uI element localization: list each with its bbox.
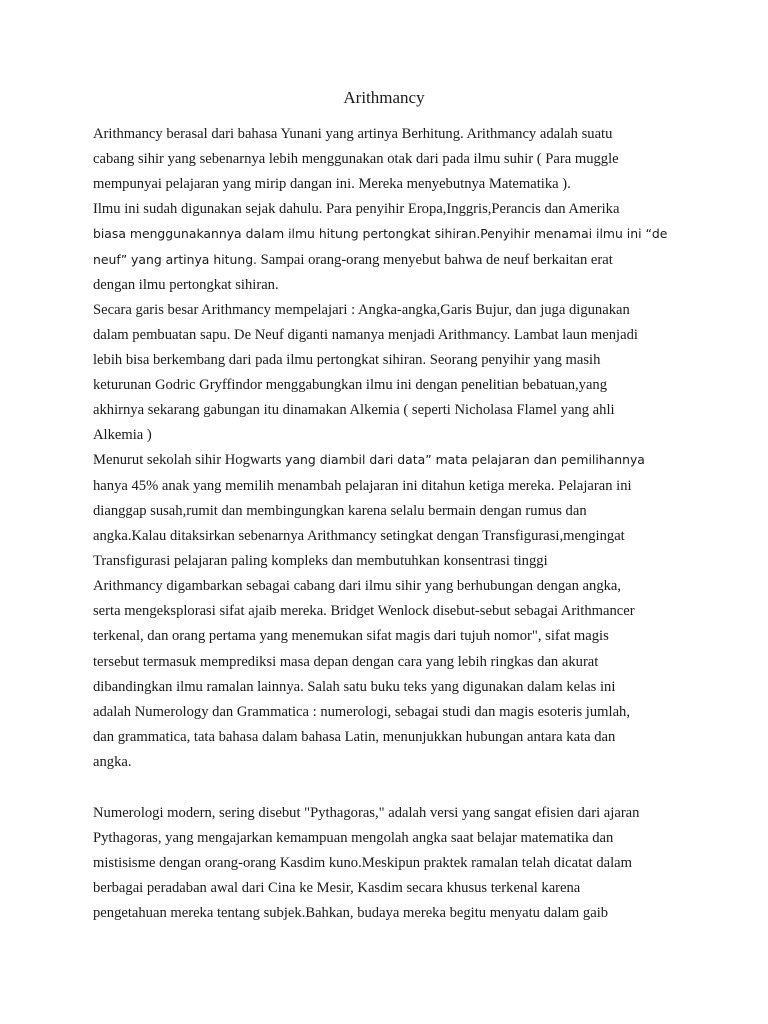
text-span: neuf” yang artinya hitung.: [93, 252, 258, 267]
text-line: [93, 450, 645, 470]
text-span: biasa menggunakannya dalam ilmu hitung pertongkat sihiran.Penyihir menamai ilmu ini “de: [93, 226, 668, 241]
text-span: keturunan Godric Gryffindor menggabungkan ilmu ini dengan penelitian bebatuan,yang: [93, 377, 608, 393]
text-span: hanya 45% anak yang memilih menambah pelajaran ini ditahun ketiga mereka. Pelajaran ini: [93, 478, 632, 494]
text-line: [93, 727, 615, 747]
text-span: Ilmu ini sudah digunakan sejak dahulu. Para penyihir Eropa,Inggris,Perancis dan Amerika: [93, 201, 620, 217]
text-line: [93, 149, 619, 169]
text-line: [93, 174, 571, 194]
text-line: [93, 652, 598, 672]
document-title: Arithmancy: [343, 88, 425, 107]
text-span: Secara garis besar Arithmancy mempelajari : Angka-angka,Garis Bujur, dan juga digunakan: [93, 302, 630, 318]
text-span: dibandingkan ilmu ramalan lainnya. Salah satu buku teks yang digunakan dalam kelas ini: [93, 679, 616, 695]
text-line: [93, 702, 630, 722]
text-span: dalam pembuatan sapu. De Neuf diganti namanya menjadi Arithmancy. Lambat laun menjadi: [93, 327, 638, 343]
text-line: [93, 551, 548, 571]
text-line: [93, 275, 279, 295]
text-span: Arithmancy berasal dari bahasa Yunani yang artinya Berhitung. Arithmancy adalah suatu: [93, 126, 613, 142]
text-span: Menurut sekolah sihir Hogwarts: [93, 452, 286, 468]
text-line: [93, 300, 630, 320]
text-line: [93, 526, 625, 546]
text-span: lebih bisa berkembang dari pada ilmu pertongkat sihiran. Seorang penyihir yang masih: [93, 352, 601, 368]
text-span: adalah Numerology dan Grammatica : numerologi, sebagai studi dan magis esoteris jumlah,: [93, 704, 630, 720]
text-line: [93, 803, 639, 823]
text-line: [93, 425, 152, 445]
text-line: [93, 752, 132, 772]
text-line: [93, 677, 615, 697]
text-span: serta mengeksplorasi sifat ajaib mereka. Bridget Wenlock disebut-sebut sebagai Arithmancer: [93, 603, 635, 619]
text-line: [93, 853, 632, 873]
text-span: akhirnya sekarang gabungan itu dinamakan Alkemia ( seperti Nicholasa Flamel yang ahli: [93, 402, 615, 418]
text-span: terkenal, dan orang pertama yang menemukan sifat magis dari tujuh nomor", sifat magis: [93, 628, 609, 644]
text-line: [93, 828, 613, 848]
text-span: Transfigurasi pelajaran paling kompleks dan membutuhkan konsentrasi tinggi: [93, 553, 548, 569]
text-line: [93, 375, 607, 395]
text-span: mistisisme dengan orang-orang Kasdim kuno.Meskipun praktek ramalan telah dicatat dalam: [93, 855, 633, 871]
text-line: [93, 501, 587, 521]
text-span: Arithmancy digambarkan sebagai cabang dari ilmu sihir yang berhubungan dengan angka,: [93, 578, 622, 594]
text-line: [93, 601, 635, 621]
text-span: dan grammatica, tata bahasa dalam bahasa Latin, menunjukkan hubungan antara kata dan: [93, 729, 616, 745]
text-span: cabang sihir yang sebenarnya lebih menggunakan otak dari pada ilmu suhir ( Para muggle: [93, 151, 619, 167]
text-line: [93, 476, 632, 496]
text-span: angka.: [93, 754, 132, 770]
text-span: dianggap susah,rumit dan membingungkan karena selalu bermain dengan rumus dan: [93, 503, 587, 519]
text-line: [93, 626, 609, 646]
text-span: Alkemia ): [93, 427, 152, 443]
text-span: pengetahuan mereka tentang subjek.Bahkan, budaya mereka begitu menyatu dalam gaib: [93, 905, 609, 921]
text-span: dengan ilmu pertongkat sihiran.: [93, 277, 279, 293]
text-span: Numerologi modern, sering disebut "Pythagoras," adalah versi yang sangat efisien dari ajaran: [93, 805, 640, 821]
text-span: Pythagoras, yang mengajarkan kemampuan mengolah angka saat belajar matematika dan: [93, 830, 614, 846]
text-line: [93, 878, 580, 898]
text-span: angka.Kalau ditaksirkan sebenarnya Arithmancy setingkat dengan Transfigurasi,mengingat: [93, 528, 625, 544]
text-span: Sampai orang-orang menyebut bahwa de neuf berkaitan erat: [257, 252, 613, 268]
text-span: mempunyai pelajaran yang mirip dangan ini. Mereka menyebutnya Matematika ).: [93, 176, 571, 192]
text-line: [93, 400, 615, 420]
text-line: [93, 224, 667, 244]
text-span: yang diambil dari data” mata pelajaran dan pemilihannya: [285, 452, 645, 467]
text-line: [93, 325, 638, 345]
text-line: [93, 576, 621, 596]
text-span: berbagai peradaban awal dari Cina ke Mesir, Kasdim secara khusus terkenal karena: [93, 880, 581, 896]
text-span: tersebut termasuk memprediksi masa depan dengan cara yang lebih ringkas dan akurat: [93, 654, 599, 670]
text-line: [93, 124, 612, 144]
text-line: [93, 903, 608, 923]
text-line: [93, 350, 600, 370]
text-line: [93, 199, 619, 219]
text-line: [93, 250, 613, 270]
